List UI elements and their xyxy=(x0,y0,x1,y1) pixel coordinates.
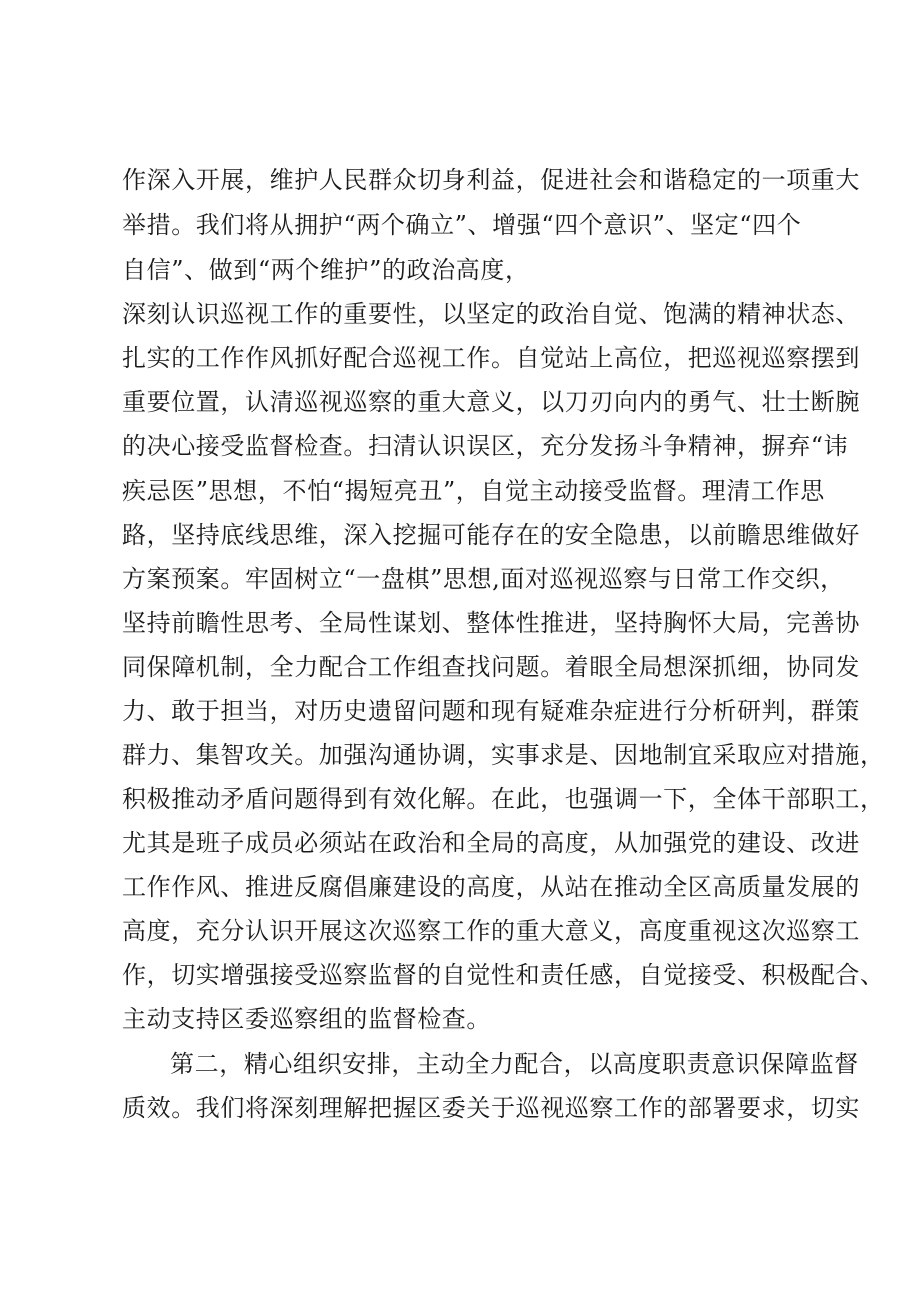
text-line: 疾忌医”思想，不怕“揭短亮丑”，自觉主动接受监督。理清工作思 xyxy=(122,477,825,505)
text-line: 作，切实增强接受巡察监督的自觉性和责任感，自觉接受、积极配合、 xyxy=(122,961,885,989)
text-line: 举措。我们将从拥护“两个确立”、增强“四个意识”、坚定“四个 xyxy=(122,211,802,239)
text-line: 尤其是班子成员必须站在政治和全局的高度，从加强党的建设、改进 xyxy=(122,829,860,857)
text-line: 高度，充分认识开展这次巡察工作的重大意义，高度重视这次巡察工 xyxy=(122,917,860,945)
text-line: 坚持前瞻性思考、全局性谋划、整体性推进，坚持胸怀大局，完善协 xyxy=(122,609,860,637)
text-line: 的决心接受监督检查。扫清认识误区，充分发扬斗争精神，摒弃“讳 xyxy=(122,432,849,460)
text-line: 积极推动矛盾问题得到有效化解。在此，也强调一下，全体干部职工， xyxy=(122,785,885,813)
text-line: 深刻认识巡视工作的重要性，以坚定的政治自觉、饱满的精神状态、 xyxy=(122,300,860,328)
text-line: 路，坚持底线思维，深入挖掘可能存在的安全隐患，以前瞻思维做好 xyxy=(122,521,860,549)
text-line: 力、敢于担当，对历史遗留问题和现有疑难杂症进行分析研判，群策 xyxy=(122,697,860,725)
text-line: 扎实的工作作风抓好配合巡视工作。自觉站上高位，把巡视巡察摆到 xyxy=(122,344,860,372)
text-line: 群力、集智攻关。加强沟通协调，实事求是、因地制宜采取应对措施， xyxy=(122,741,885,769)
text-line: 主动支持区委巡察组的监督检查。 xyxy=(122,1005,491,1033)
text-line: 质效。我们将深刻理解把握区委关于巡视巡察工作的部署要求，切实 xyxy=(122,1094,860,1122)
text-line: 重要位置，认清巡视巡察的重大意义，以刀刃向内的勇气、壮士断腕 xyxy=(122,388,860,416)
text-line: 同保障机制，全力配合工作组查找问题。着眼全局想深抓细，协同发 xyxy=(122,653,860,681)
text-line: 作深入开展，维护人民群众切身利益，促进社会和谐稳定的一项重大 xyxy=(122,166,860,194)
paragraph-start-line: 第二，精心组织安排，主动全力配合，以高度职责意识保障监督 xyxy=(170,1050,859,1078)
text-line: 自信”、做到“两个维护”的政治高度， xyxy=(122,256,530,284)
text-line: 工作作风、推进反腐倡廉建设的高度，从站在推动全区高质量发展的 xyxy=(122,873,860,901)
text-line: 方案预案。牢固树立“一盘棋”思想,面对巡视巡察与日常工作交织， xyxy=(122,565,845,593)
